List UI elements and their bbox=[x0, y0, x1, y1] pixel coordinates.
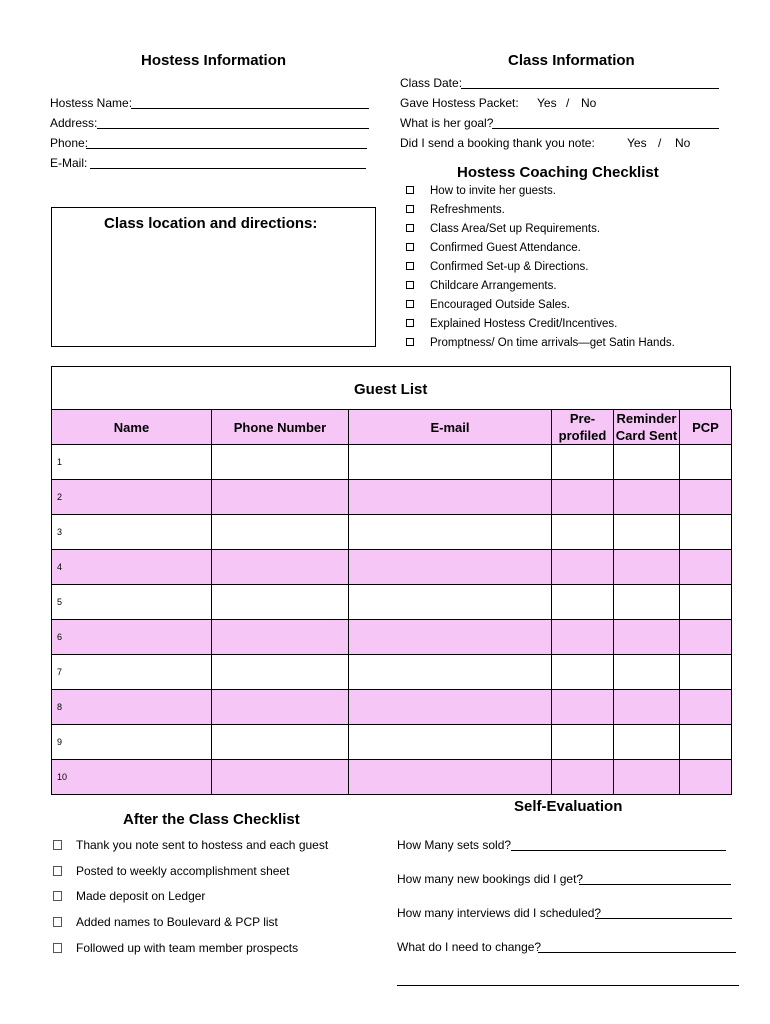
pcp-cell[interactable] bbox=[680, 620, 732, 655]
interviews-line bbox=[595, 918, 732, 919]
preprofiled-cell[interactable] bbox=[552, 760, 614, 795]
phone-cell[interactable] bbox=[212, 620, 349, 655]
row-number[interactable]: 7 bbox=[52, 655, 212, 690]
need-to-change-label: What do I need to change? bbox=[397, 940, 542, 954]
preprofiled-cell[interactable] bbox=[552, 725, 614, 760]
reminder-cell[interactable] bbox=[614, 480, 680, 515]
guest-table-header-row bbox=[52, 410, 732, 445]
reminder-cell[interactable] bbox=[614, 585, 680, 620]
email-cell[interactable] bbox=[349, 760, 552, 795]
pcp-cell[interactable] bbox=[680, 725, 732, 760]
checkbox-icon[interactable] bbox=[53, 866, 62, 876]
sets-sold-label: How Many sets sold? bbox=[397, 838, 512, 852]
preprofiled-cell[interactable] bbox=[552, 550, 614, 585]
reminder-cell[interactable] bbox=[614, 725, 680, 760]
reminder-cell[interactable] bbox=[614, 445, 680, 480]
preprofiled-cell[interactable] bbox=[552, 690, 614, 725]
email-cell[interactable] bbox=[349, 690, 552, 725]
table-row bbox=[52, 690, 732, 725]
pcp-cell[interactable] bbox=[680, 585, 732, 620]
pcp-cell[interactable] bbox=[680, 445, 732, 480]
checkbox-icon[interactable] bbox=[406, 300, 414, 308]
self-evaluation-title: Self-Evaluation bbox=[514, 798, 623, 815]
packet-yes[interactable]: Yes bbox=[537, 96, 557, 110]
pcp-cell[interactable] bbox=[680, 515, 732, 550]
thankyou-separator: / bbox=[658, 136, 662, 150]
need-to-change-field[interactable] bbox=[397, 940, 541, 954]
goal-field[interactable] bbox=[400, 116, 493, 130]
preprofiled-cell[interactable] bbox=[552, 445, 614, 480]
row-number[interactable]: 10 bbox=[52, 760, 212, 795]
table-row bbox=[52, 725, 732, 760]
row-number[interactable]: 6 bbox=[52, 620, 212, 655]
email-cell[interactable] bbox=[349, 480, 552, 515]
coaching-checklist-title: Hostess Coaching Checklist bbox=[457, 164, 659, 181]
new-bookings-line bbox=[579, 884, 731, 885]
hostess-packet-label: Gave Hostess Packet: bbox=[400, 96, 519, 110]
table-row bbox=[52, 445, 732, 480]
hostess-info-title: Hostess Information bbox=[141, 52, 287, 69]
row-number[interactable]: 1 bbox=[52, 445, 212, 480]
coaching-item[interactable]: Refreshments. bbox=[406, 204, 505, 216]
phone-cell[interactable] bbox=[212, 515, 349, 550]
checkbox-icon[interactable] bbox=[53, 917, 62, 927]
phone-column-header: Phone Number bbox=[212, 410, 349, 445]
class-date-field[interactable] bbox=[400, 76, 462, 90]
phone-line bbox=[86, 148, 367, 149]
pcp-cell[interactable] bbox=[680, 550, 732, 585]
preprofiled-cell[interactable] bbox=[552, 655, 614, 690]
checkbox-icon[interactable] bbox=[406, 338, 414, 346]
checkbox-icon[interactable] bbox=[406, 243, 414, 251]
table-row bbox=[52, 550, 732, 585]
coaching-item[interactable]: Explained Hostess Credit/Incentives. bbox=[406, 318, 617, 330]
table-row bbox=[52, 620, 732, 655]
phone-cell[interactable] bbox=[212, 725, 349, 760]
checkbox-icon[interactable] bbox=[53, 891, 62, 901]
checkbox-icon[interactable] bbox=[53, 943, 62, 953]
preprofiled-cell[interactable] bbox=[552, 480, 614, 515]
reminder-cell[interactable] bbox=[614, 760, 680, 795]
checkbox-icon[interactable] bbox=[406, 281, 414, 289]
preprofiled-cell[interactable] bbox=[552, 515, 614, 550]
packet-no[interactable]: No bbox=[581, 96, 597, 110]
phone-cell[interactable] bbox=[212, 585, 349, 620]
row-number[interactable]: 2 bbox=[52, 480, 212, 515]
after-class-item[interactable]: Thank you note sent to hostess and each guest bbox=[53, 838, 328, 852]
row-number[interactable]: 8 bbox=[52, 690, 212, 725]
address-label: Address: bbox=[50, 116, 98, 130]
thankyou-label: Did I send a booking thank you note: bbox=[400, 136, 595, 150]
table-row bbox=[52, 515, 732, 550]
goal-label: What is her goal? bbox=[400, 116, 494, 130]
after-class-item[interactable]: Added names to Boulevard & PCP list bbox=[53, 915, 278, 929]
after-class-title: After the Class Checklist bbox=[123, 811, 300, 828]
reminder-cell[interactable] bbox=[614, 620, 680, 655]
table-row bbox=[52, 480, 732, 515]
coaching-item[interactable]: Confirmed Guest Attendance. bbox=[406, 242, 581, 254]
phone-cell[interactable] bbox=[212, 480, 349, 515]
email-label: E-Mail: bbox=[50, 156, 88, 170]
hostess-name-line bbox=[131, 108, 369, 109]
sets-sold-field[interactable] bbox=[397, 838, 511, 852]
email-cell[interactable] bbox=[349, 550, 552, 585]
thankyou-no[interactable]: No bbox=[675, 136, 691, 150]
email-cell[interactable] bbox=[349, 585, 552, 620]
class-date-label: Class Date: bbox=[400, 76, 463, 90]
preprofiled-column-header: Pre- profiled bbox=[552, 410, 614, 445]
coaching-item[interactable]: Class Area/Set up Requirements. bbox=[406, 223, 600, 235]
coaching-item[interactable]: Encouraged Outside Sales. bbox=[406, 299, 570, 311]
guest-list-title: Guest List bbox=[354, 381, 428, 398]
packet-separator: / bbox=[566, 96, 570, 110]
interviews-field[interactable] bbox=[397, 906, 601, 920]
address-line bbox=[97, 128, 369, 129]
email-field[interactable] bbox=[50, 156, 87, 170]
extra-answer-line[interactable] bbox=[397, 985, 739, 986]
email-cell[interactable] bbox=[349, 445, 552, 480]
checkbox-icon[interactable] bbox=[406, 224, 414, 232]
table-row bbox=[52, 760, 732, 795]
row-number[interactable]: 9 bbox=[52, 725, 212, 760]
reminder-cell[interactable] bbox=[614, 690, 680, 725]
class-date-line bbox=[461, 88, 719, 89]
interviews-label: How many interviews did I scheduled? bbox=[397, 906, 602, 920]
hostess-name-label: Hostess Name: bbox=[50, 96, 133, 110]
class-info-title: Class Information bbox=[508, 52, 635, 69]
phone-cell[interactable] bbox=[212, 445, 349, 480]
reminder-cell[interactable] bbox=[614, 515, 680, 550]
pcp-cell[interactable] bbox=[680, 480, 732, 515]
row-number[interactable]: 3 bbox=[52, 515, 212, 550]
coaching-item[interactable]: Childcare Arrangements. bbox=[406, 280, 557, 292]
phone-cell[interactable] bbox=[212, 655, 349, 690]
checkbox-icon[interactable] bbox=[406, 262, 414, 270]
email-column-header: E-mail bbox=[349, 410, 552, 445]
hostess-name-field[interactable] bbox=[50, 96, 132, 110]
address-field[interactable] bbox=[50, 116, 97, 130]
email-cell[interactable] bbox=[349, 725, 552, 760]
coaching-item[interactable]: Promptness/ On time arrivals—get Satin Hands. bbox=[406, 337, 675, 349]
reminder-cell[interactable] bbox=[614, 550, 680, 585]
table-row bbox=[52, 655, 732, 690]
reminder-cell[interactable] bbox=[614, 655, 680, 690]
new-bookings-field[interactable] bbox=[397, 872, 583, 886]
checkbox-icon[interactable] bbox=[53, 840, 62, 850]
preprofiled-cell[interactable] bbox=[552, 585, 614, 620]
need-to-change-line bbox=[538, 952, 736, 953]
checkbox-icon[interactable] bbox=[406, 319, 414, 327]
pcp-cell[interactable] bbox=[680, 760, 732, 795]
coaching-item[interactable]: How to invite her guests. bbox=[406, 185, 556, 197]
pcp-cell[interactable] bbox=[680, 690, 732, 725]
after-class-item[interactable]: Posted to weekly accomplishment sheet bbox=[53, 864, 289, 878]
preprofiled-cell[interactable] bbox=[552, 620, 614, 655]
email-cell[interactable] bbox=[349, 620, 552, 655]
checkbox-icon[interactable] bbox=[406, 205, 414, 213]
phone-field[interactable] bbox=[50, 136, 88, 150]
guest-list-table bbox=[51, 409, 732, 795]
email-line bbox=[90, 168, 366, 169]
class-location-box[interactable] bbox=[51, 207, 376, 347]
pcp-column-header: PCP bbox=[680, 410, 732, 445]
coaching-item[interactable]: Confirmed Set-up & Directions. bbox=[406, 261, 589, 273]
name-column-header: Name bbox=[52, 410, 212, 445]
table-row bbox=[52, 585, 732, 620]
sets-sold-line bbox=[511, 850, 726, 851]
after-class-item[interactable]: Followed up with team member prospects bbox=[53, 941, 298, 955]
email-cell[interactable] bbox=[349, 655, 552, 690]
row-number[interactable]: 4 bbox=[52, 550, 212, 585]
new-bookings-label: How many new bookings did I get? bbox=[397, 872, 584, 886]
email-cell[interactable] bbox=[349, 515, 552, 550]
class-location-title: Class location and directions: bbox=[104, 215, 318, 232]
after-class-item[interactable]: Made deposit on Ledger bbox=[53, 889, 205, 903]
row-number[interactable]: 5 bbox=[52, 585, 212, 620]
phone-cell[interactable] bbox=[212, 550, 349, 585]
phone-cell[interactable] bbox=[212, 690, 349, 725]
reminder-column-header: Reminder Card Sent bbox=[614, 410, 680, 445]
thankyou-yes[interactable]: Yes bbox=[627, 136, 647, 150]
guest-list-header-box bbox=[51, 366, 731, 410]
pcp-cell[interactable] bbox=[680, 655, 732, 690]
phone-cell[interactable] bbox=[212, 760, 349, 795]
goal-line bbox=[492, 128, 719, 129]
phone-label: Phone: bbox=[50, 136, 89, 150]
checkbox-icon[interactable] bbox=[406, 186, 414, 194]
